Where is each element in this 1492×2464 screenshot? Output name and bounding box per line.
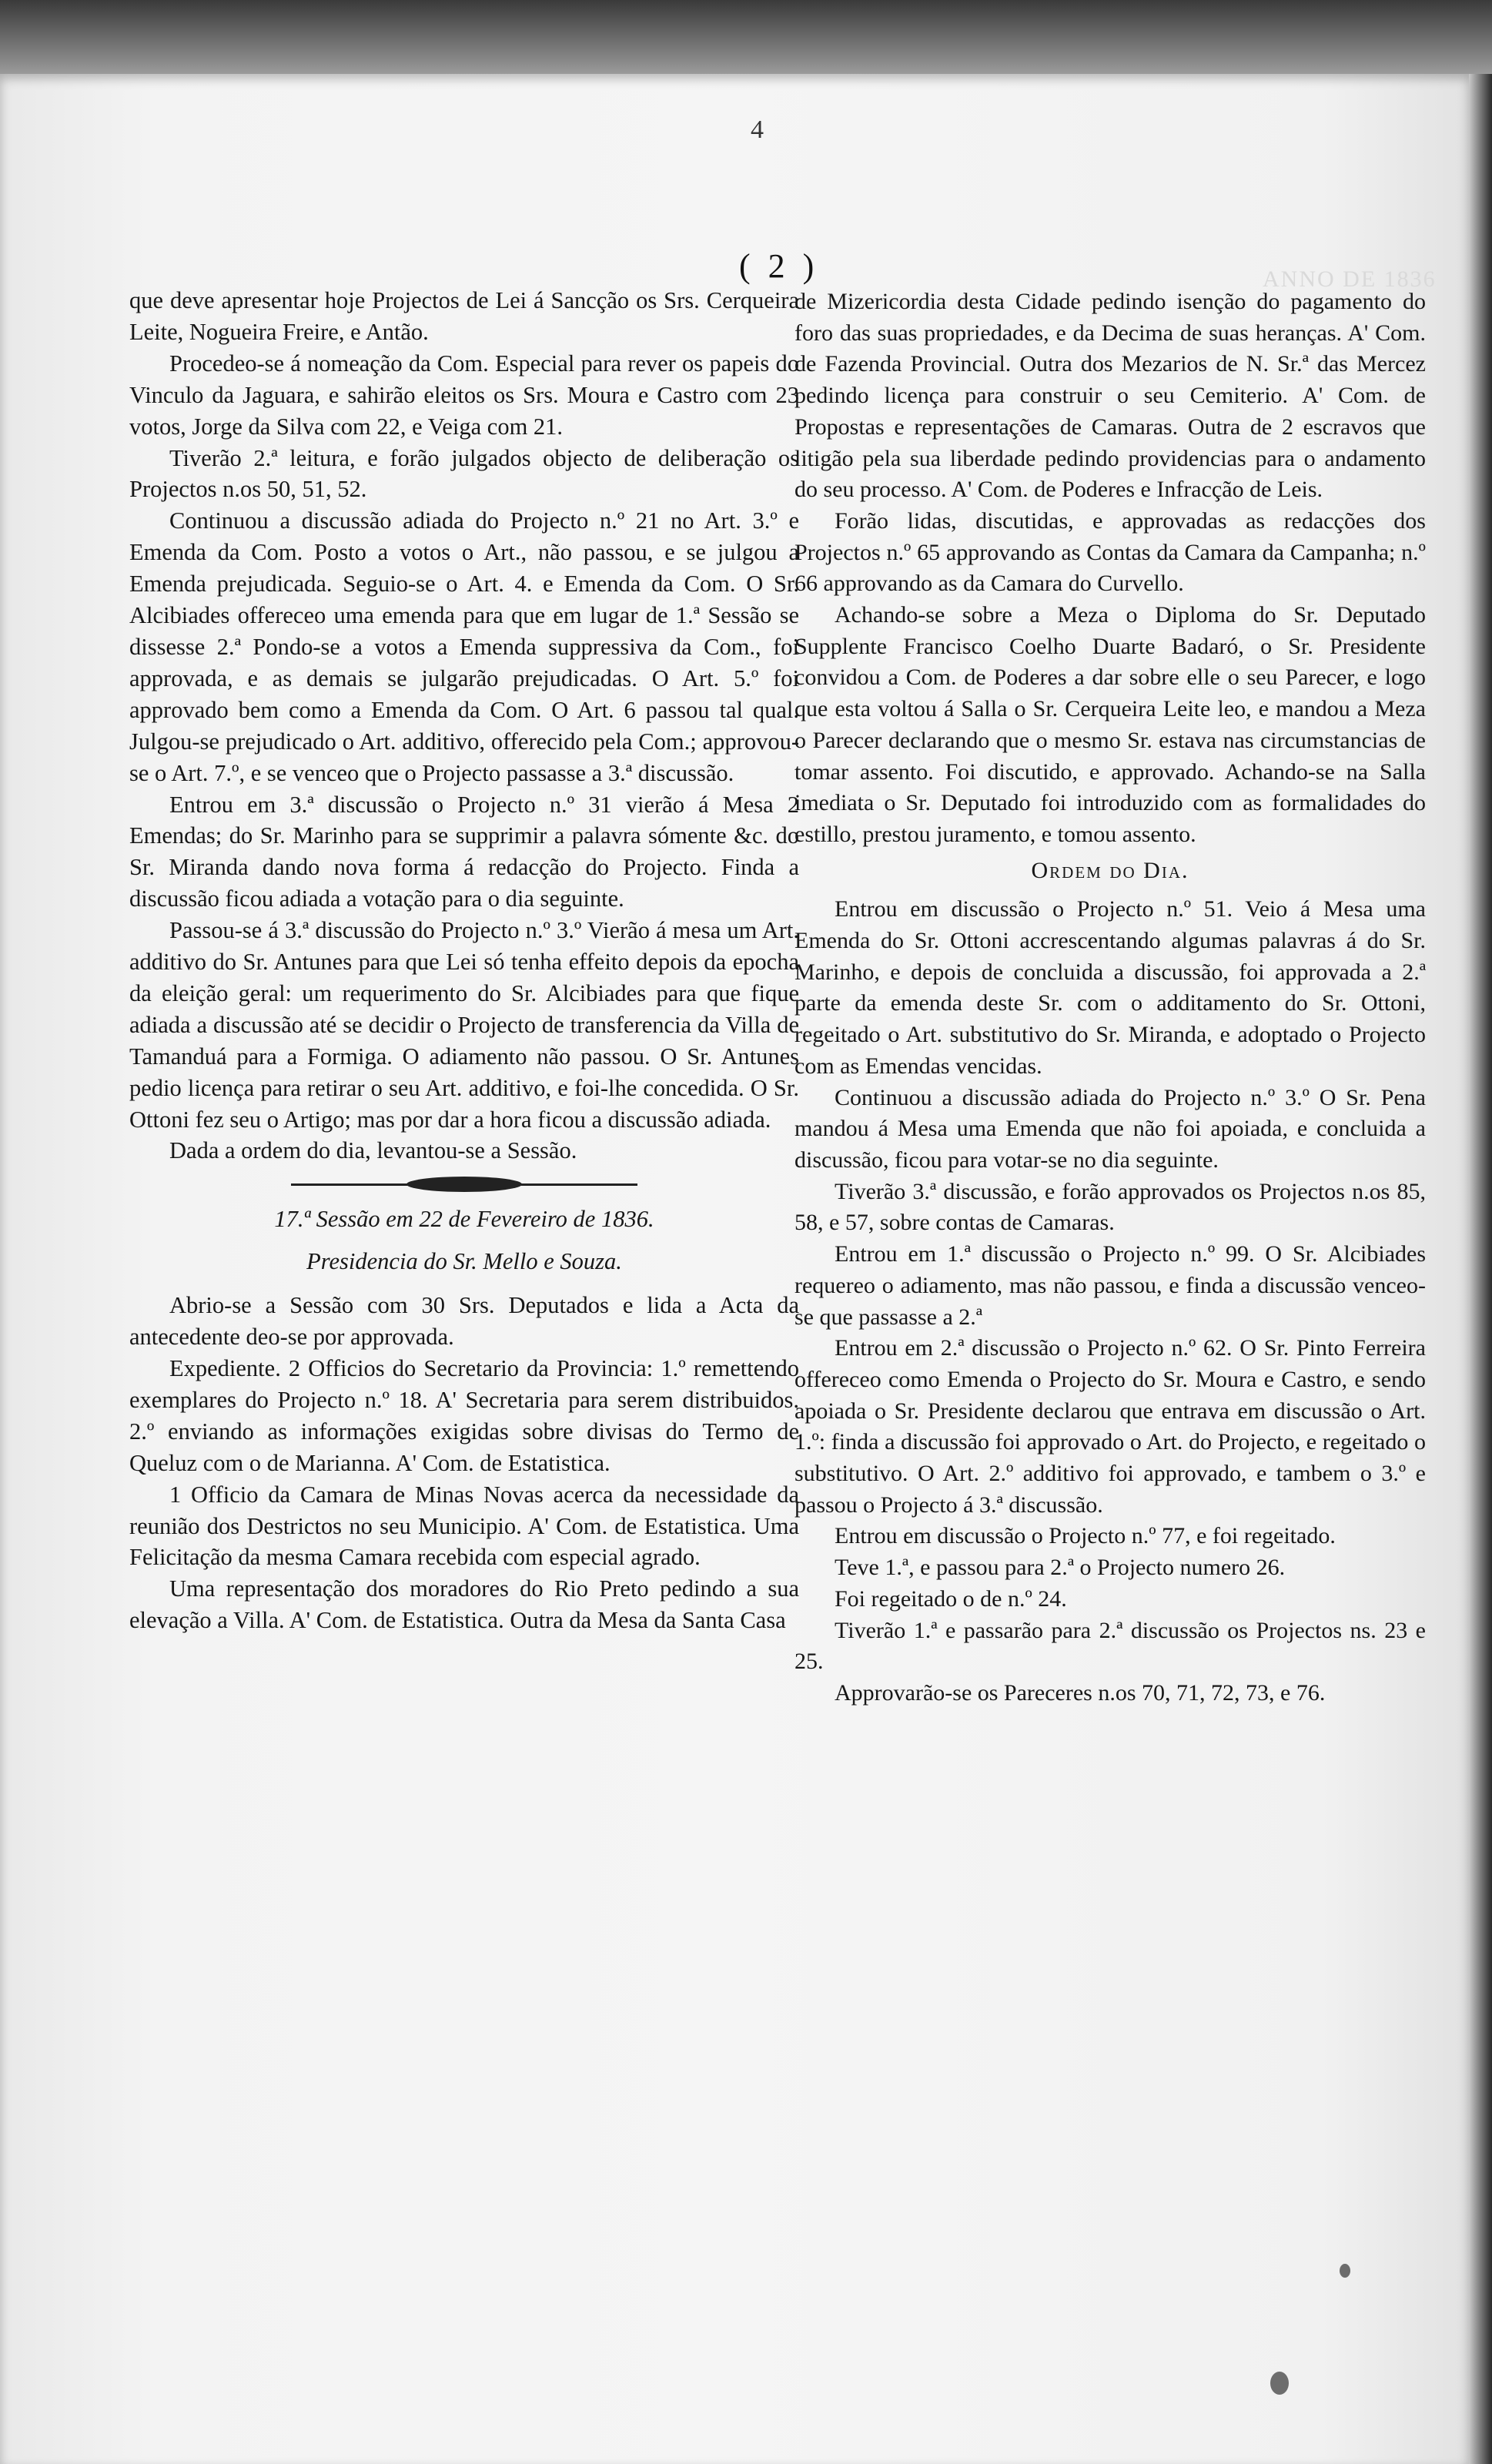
paragraph: Forão lidas, discutidas, e approvadas as redacções dos Projectos n.º 65 approvando as Contas da Camara da Campanha; n.º 66 approvando as da Camara do Curvello. [795,507,1426,597]
left-column [129,285,799,1636]
paragraph: Achando-se sobre a Meza o Diploma do Sr. Deputado Supplente Francisco Coelho Duarte Badaró, o Sr. Presidente convidou a Com. de Poderes a dar sobre elle o seu Parecer, e logo que esta voltou á Salla o Sr. Cerqueira Leite leo, e mandou a Meza o Parecer declarando que o mesmo Sr. estava nas circumstancias de tomar assento. Foi discutido, e approvado. Achando-se na Salla imediata o Sr. Deputado foi introduzido com as formalidades do estillo, prestou juramento, e tomou assento. [795,602,1426,847]
paragraph: Uma representação dos moradores do Rio Preto pedindo a sua elevação a Villa. A' Com. de Estatistica. Outra da Mesa da Santa Casa [129,1575,799,1634]
section-divider [129,1173,799,1196]
right-column [795,286,1426,1709]
paragraph: Foi regeitado o de n.º 24. [835,1585,1067,1612]
right-paragraphs-2 [795,894,1426,1709]
paragraph: Teve 1.ª, e passou para 2.ª o Projecto numero 26. [835,1555,1286,1581]
paragraph: Approvarão-se os Pareceres n.os 70, 71, 72, 73, e 76. [835,1679,1326,1706]
ink-blot [1270,2372,1289,2395]
paragraph: Entrou em 1.ª discussão o Projecto n.º 99. O Sr. Alcibiades requereo o adiamento, mas não passou, e finda a discussão venceo-se que passasse a 2.ª [795,1241,1426,1330]
paragraph: Entrou em discussão o Projecto n.º 51. Veio á Mesa uma Emenda do Sr. Ottoni accrescentando algumas palavras á do Sr. Marinho, e depois de concluida a discussão, foi approvada a 2.ª parte da emenda deste Sr. com o additamento do Sr. Ottoni, regeitado o Art. substitutivo do Sr. Miranda, e adoptado o Projecto com as Emendas vencidas. [795,896,1426,1079]
session-title: 17.ª Sessão em 22 de Fevereiro de 1836. [274,1206,654,1233]
left-paragraphs-2 [129,1290,799,1636]
paragraph: Procedeo-se á nomeação da Com. Especial para rever os papeis do Vinculo da Jaguara, e sahirão eleitos os Srs. Moura e Castro com 23 votos, Jorge da Silva com 22, e Veiga com 21. [129,350,799,440]
paragraph: Tiverão 2.ª leitura, e forão julgados objecto de deliberação os Projectos n.os 50, 51, 52. [129,444,799,503]
paragraph: Continuou a discussão adiada do Projecto n.º 21 no Art. 3.º e Emenda da Com. Posto a votos o Art., não passou, e se julgou a Emenda prejudicada. Seguio-se o Art. 4. e Emenda da Com. O Sr. Alcibiades offereceo uma emenda para que em lugar de 1.ª Sessão se dissesse 2.ª Pondo-se a votos a Emenda suppressiva da Com., foi approvada, e as demais se julgarão prejudicadas. O Art. 5.º foi approvado bem como a Emenda da Com. O Art. 6 passou tal qual. Julgou-se prejudicado o Art. additivo, offerecido pela Com.; approvou-se o Art. 7.º, e se venceo que o Projecto passasse a 3.ª discussão. [129,507,799,786]
paragraph: Tiverão 3.ª discussão, e forão approvados os Projectos n.os 85, 58, e 57, sobre contas de Camaras. [795,1178,1426,1236]
paragraph: Passou-se á 3.ª discussão do Projecto n.º 3.º Vierão á mesa um Art. additivo do Sr. Antunes para que Lei só tenha effeito depois da epocha da eleição geral: um requerimento do Sr. Alcibiades para que fique adiada a discussão até se decidir o Projecto de transferencia da Villa de Tamanduá para a Formiga. O adiamento não passou. O Sr. Antunes pedio licença para retirar o seu Art. additivo, e foi-lhe concedida. O Sr. Ottoni fez seu o Artigo; mas por dar a hora ficou a discussão adiada. [129,917,799,1133]
paragraph: Tiverão 1.ª e passarão para 2.ª discussão os Projectos ns. 23 e 25. [795,1617,1426,1675]
paragraph: Dada a ordem do dia, levantou-se a Sessão. [169,1137,577,1164]
page-number: ( 2 ) [739,247,819,285]
paragraph: Continuou a discussão adiada do Projecto n.º 3.º O Sr. Pena mandou á Mesa uma Emenda que não foi apoiada, e concluida a discussão, ficou para votar-se no dia seguinte. [795,1084,1426,1173]
ink-blot [1340,2264,1350,2278]
background-page [0,0,1492,85]
left-paragraphs [129,285,799,1167]
presidency-line: Presidencia do Sr. Mello e Souza. [306,1248,622,1275]
bleed-through-header: ANNO DE 1836 [1263,266,1437,292]
paragraph: que deve apresentar hoje Projectos de Lei á Sancção os Srs. Cerqueira Leite, Nogueira Freire, e Antão. [129,287,799,345]
page-edge [1469,74,1492,2464]
paragraph: Abrio-se a Sessão com 30 Srs. Deputados e lida a Acta da antecedente deo-se por approvada. [129,1292,799,1351]
paragraph: Entrou em 2.ª discussão o Projecto n.º 62. O Sr. Pinto Ferreira offereceo como Emenda o Projecto do Sr. Moura e Castro, e sendo apoiada o Sr. Presidente declarou que entrava em discussão o Art. 1.º: finda a discussão foi approvado o Art. do Projecto, e regeitado o substitutivo. O Art. 2.º additivo foi approvado, e tambem o 3.º e passou o Projecto á 3.ª discussão. [795,1335,1426,1518]
ordem-do-dia-heading: Ordem do Dia. [1031,857,1189,883]
paragraph: de Mizericordia desta Cidade pedindo isenção do pagamento do foro das suas propriedades, e da Decima de suas heranças. A' Com. de Fazenda Provincial. Outra dos Mezarios de N. Sr.ª das Mercez pedindo licença para construir o seu Cemiterio. A' Com. de Propostas e representações de Camaras. Outra de 2 escravos que litigão pela sua liberdade pedindo providencias para o andamento do seu processo. A' Com. de Poderes e Infracção de Leis. [795,289,1426,503]
paragraph: Entrou em discussão o Projecto n.º 77, e foi regeitado. [835,1523,1336,1549]
paragraph: Entrou em 3.ª discussão o Projecto n.º 31 vierão á Mesa 2 Emendas; do Sr. Marinho para se supprimir a palavra sómente &c. do Sr. Miranda dando nova forma á redacção do Projecto. Finda a discussão ficou adiada a votação para o dia seguinte. [129,791,799,912]
corner-mark: 4 [751,116,764,144]
paragraph: 1 Officio da Camara de Minas Novas acerca da necessidade da reunião dos Destrictos no seu Municipio. A' Com. de Estatistica. Uma Felicitação da mesma Camara recebida com especial agrado. [129,1481,799,1571]
paragraph: Expediente. 2 Officios do Secretario da Provincia: 1.º remettendo exemplares do Projecto n.º 18. A' Secretaria para serem distribuidos. 2.º enviando as informações exigidas sobre divisas do Termo de Queluz com o de Marianna. A' Com. de Estatistica. [129,1355,799,1476]
divider-ornament [406,1177,522,1192]
right-paragraphs [795,286,1426,851]
